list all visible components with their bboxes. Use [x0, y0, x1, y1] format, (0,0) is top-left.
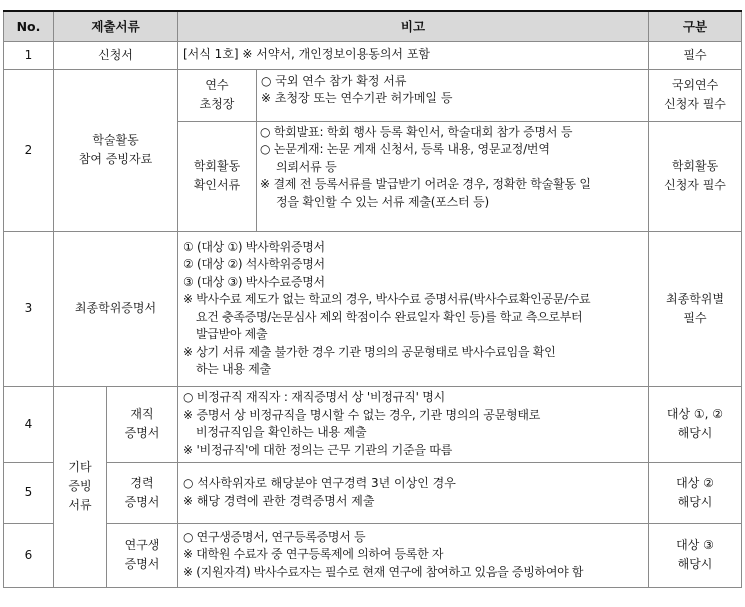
- note-line: ○ 비정규직 재직자 : 재직증명서 상 '비정규직' 명시: [183, 390, 446, 404]
- document-name-line: 경력: [130, 475, 154, 490]
- document-name: [54, 69, 178, 231]
- row-number: 3: [4, 231, 54, 386]
- sub-label-line: 학회활동: [193, 159, 241, 173]
- note-line: ※ (지원자격) 박사수료자는 필수로 현재 연구에 참여하고 있음을 증빙하여야 함: [183, 564, 584, 579]
- document-name: 신청서: [54, 41, 178, 69]
- header-note: 비고: [178, 11, 649, 41]
- document-name-line: 연구생: [124, 538, 160, 552]
- sub-label-cell: [178, 70, 257, 121]
- row-number: 2: [4, 69, 54, 231]
- note-line: ② (대상 ②) 석사학위증명서: [183, 257, 325, 271]
- category-cell: [649, 69, 742, 121]
- document-table: [3, 10, 742, 588]
- category-line: 신청자 필수: [664, 178, 726, 192]
- header-category: 구분: [649, 11, 742, 41]
- header-row: [4, 11, 742, 41]
- category-cell: [649, 462, 742, 523]
- note-line: ※ 해당 경력에 관한 경력증명서 제출: [183, 493, 375, 508]
- document-name: [107, 523, 178, 587]
- category-line: 대상 ②: [676, 475, 714, 490]
- note-cell-split: [178, 69, 649, 121]
- category-line: 대상 ①, ②: [666, 407, 724, 421]
- document-name: 최종학위증명서: [54, 231, 178, 386]
- note-line: [서식 1호] ※ 서약서, 개인정보이용동의서 포함: [183, 47, 431, 62]
- category-cell: [649, 121, 742, 231]
- document-name-line: 증명서: [124, 557, 160, 571]
- note-line: 정을 확인할 수 있는 서류 제출(포스터 등): [276, 194, 489, 209]
- note-line: ① (대상 ①) 박사학위증명서: [183, 239, 325, 254]
- note-line: ○ 국외 연수 참가 확정 서류: [261, 73, 407, 88]
- category-cell: [649, 386, 742, 462]
- note-line: ※ 결제 전 등록서류를 발급받기 어려운 경우, 정확한 학술활동 일: [260, 177, 591, 191]
- group-label-line: 증빙: [68, 479, 92, 493]
- note-cell: [178, 462, 649, 523]
- note-line: 비정규직임을 확인하는 내용 제출: [196, 425, 367, 439]
- note-cell: [178, 41, 649, 69]
- note-line: 하는 내용 제출: [196, 362, 271, 376]
- category-line: 해당시: [677, 426, 713, 440]
- note-cell: [178, 386, 649, 462]
- table-row: [4, 231, 742, 386]
- table-row: [4, 386, 742, 462]
- row-number: 4: [4, 386, 54, 462]
- note-line: ※ 박사수료 제도가 없는 학교의 경우, 박사수료 증명서류(박사수료확인공문/수료: [183, 292, 591, 306]
- category-line: 최종학위별: [666, 291, 724, 306]
- document-name-line: 증명서: [124, 494, 160, 509]
- document-name-line: 학술활동: [92, 133, 139, 147]
- note-cell-split: [178, 121, 649, 231]
- table-row: [4, 41, 742, 69]
- category-line: 필수: [683, 310, 707, 325]
- note-line: ○ 연구생증명서, 연구등록증명서 등: [183, 529, 366, 544]
- row-number: 1: [4, 41, 54, 69]
- category-line: 신청자 필수: [664, 97, 726, 111]
- sub-note-cell: [257, 70, 648, 121]
- category-line: 해당시: [677, 494, 713, 509]
- sub-note-cell: [257, 122, 648, 231]
- category-line: 국외연수: [671, 78, 719, 92]
- table-row: [4, 462, 742, 523]
- note-line: ※ 상기 서류 제출 불가한 경우 기관 명의의 공문형태로 박사수료임을 확인: [183, 344, 556, 359]
- document-name-line: 증명서: [124, 426, 160, 440]
- sub-label-line: 연수: [205, 78, 229, 92]
- category-cell: [649, 523, 742, 587]
- note-line: 의뢰서류 등: [276, 159, 337, 174]
- group-label-line: 서류: [68, 498, 92, 512]
- document-name: [107, 462, 178, 523]
- note-line: ※ '비정규직'에 대한 정의는 근무 기관의 기준을 따름: [183, 442, 453, 457]
- note-line: ○ 석사학위자로 해당분야 연구경력 3년 이상인 경우: [183, 476, 456, 490]
- category-line: 대상 ③: [676, 538, 714, 552]
- note-line: 발급받아 제출: [196, 327, 268, 341]
- document-name-line: 참여 증빙자료: [78, 152, 153, 166]
- note-cell: [178, 231, 649, 386]
- category-cell: 필수: [649, 41, 742, 69]
- sub-label-cell: [178, 122, 257, 231]
- note-line: ③ (대상 ③) 박사수료증명서: [183, 274, 325, 289]
- document-name-line: 재직: [130, 407, 154, 421]
- note-line: ※ 대학원 수료자 중 연구등록제에 의하여 등록한 자: [183, 547, 444, 562]
- sub-label-line: 초청장: [199, 97, 235, 111]
- note-line: ○ 학회발표: 학회 행사 등록 확인서, 학술대회 참가 증명서 등: [260, 124, 573, 139]
- note-line: ○ 논문게재: 논문 게재 신청서, 등록 내용, 영문교정/번역: [260, 142, 550, 156]
- table-row: [4, 69, 742, 121]
- document-name: [107, 386, 178, 462]
- row-number: 6: [4, 523, 54, 587]
- header-no: No.: [4, 11, 54, 41]
- note-line: 요건 충족증명/논문심사 제외 학점이수 완료일자 확인 등)를 학교 측으로부터: [196, 309, 583, 324]
- group-label-line: 기타: [68, 460, 92, 474]
- note-line: ※ 증명서 상 비정규직을 명시할 수 없는 경우, 기관 명의의 공문형태로: [183, 407, 541, 422]
- note-line: ※ 초청장 또는 연수기관 허가메일 등: [261, 91, 453, 105]
- category-line: 해당시: [677, 557, 713, 571]
- sub-label-line: 확인서류: [193, 178, 241, 192]
- category-line: 학회활동: [671, 159, 719, 173]
- header-document: 제출서류: [54, 11, 178, 41]
- category-cell: [649, 231, 742, 386]
- table-row: [4, 523, 742, 587]
- row-number: 5: [4, 462, 54, 523]
- note-cell: [178, 523, 649, 587]
- group-label: [54, 386, 107, 587]
